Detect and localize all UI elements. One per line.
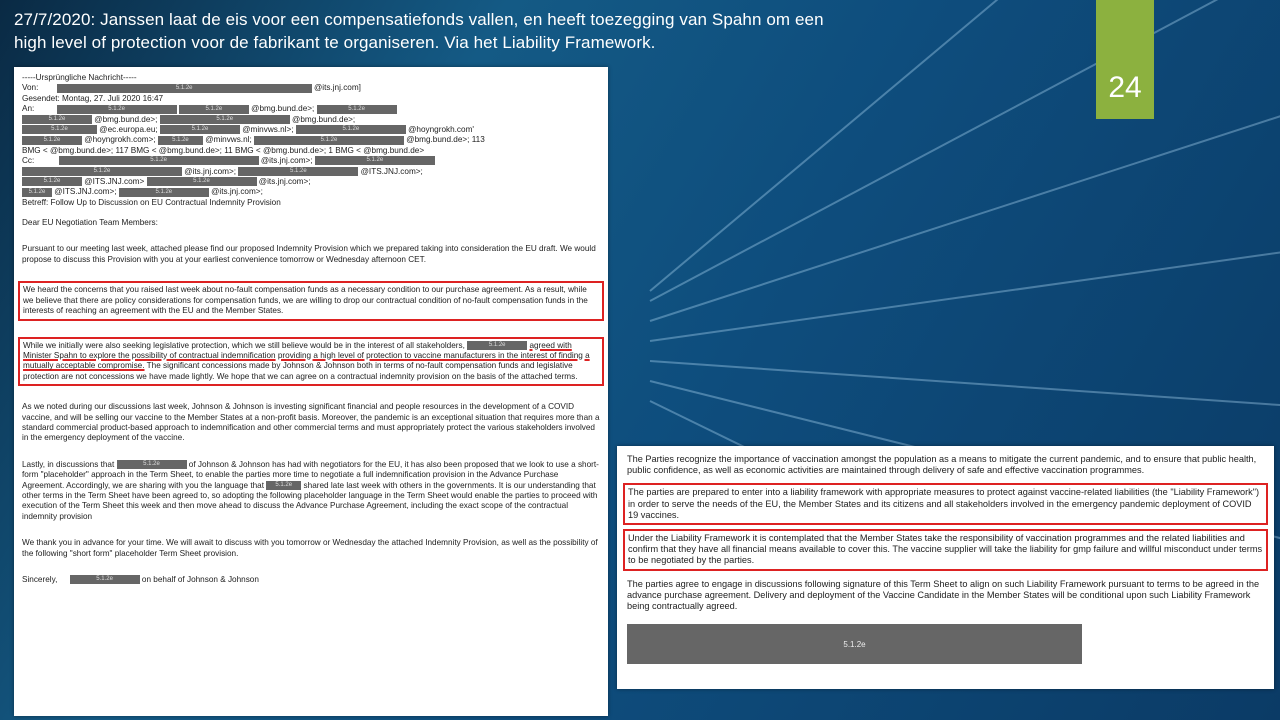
redaction-block: 5.1.2e — [57, 105, 177, 114]
email-header-cc-3: 5.1.2e @ITS.JNJ.com> 5.1.2e @its.jnj.com>; — [22, 177, 600, 187]
redaction-block: 5.1.2e — [467, 341, 527, 350]
email-document — [14, 67, 608, 716]
email-header-recipients-1: 5.1.2e @bmg.bund.de>; 5.1.2e @bmg.bund.de>; — [22, 115, 600, 125]
redaction-block: 5.1.2e — [119, 188, 209, 197]
redaction-block: 5.1.2e — [160, 115, 290, 124]
redaction-block: 5.1.2e — [179, 105, 249, 114]
email-header-from: Von: 5.1.2e @its.jnj.com] — [22, 83, 361, 93]
term-paragraph-1: The Parties recognize the importance of vaccination amongst the population as a means to mitigate the current pandemic, and to ensure that public health, public confidence, as well as economic activities are maintained through delivery of safe and effective vaccination programmes. — [627, 454, 1257, 476]
redaction-block: 5.1.2e — [627, 624, 1082, 664]
term-paragraph-3: Under the Liability Framework it is contemplated that the Member States take the responsibility of vaccination programmes and the related liabilities and confirm that they have all financial means available to cover this. The vaccine supplier will take the liability for gmp failure and willful misconduct under terms to be negotiated by the parties. — [628, 533, 1263, 566]
highlight-box-compensation-funds — [18, 281, 604, 320]
redaction-block: 5.1.2e — [70, 575, 140, 584]
email-header-sent: Gesendet: Montag, 27. Juli 2020 16:47 — [22, 93, 164, 103]
email-header-recipients-3: 5.1.2e @hoyngrokh.com>; 5.1.2e @minvws.nl; 5.1.2e @bmg.bund.de>; 113 — [22, 135, 600, 145]
redaction-block: 5.1.2e — [158, 136, 203, 145]
email-header-recipients-2: 5.1.2e @ec.europa.eu; 5.1.2e @minvws.nl>; 5.1.2e @hoyngrokh.com' — [22, 125, 600, 135]
email-subject: Betreff: Follow Up to Discussion on EU Contractual Indemnity Provision — [22, 197, 281, 207]
redaction-block: 5.1.2e — [59, 156, 259, 165]
term-paragraph-2: The parties are prepared to enter into a liability framework with appropriate measures to protect against vaccine-related liabilities (the "Liability Framework") in order to serve the needs of the EU, the Member States and its citizens and all stakeholders involved in the emergency pandemic deployment of COVID 19 vaccines. — [628, 487, 1260, 520]
redaction-block: 5.1.2e — [57, 84, 312, 93]
redaction-block: 5.1.2e — [160, 125, 240, 134]
highlight-box-member-states-liability — [623, 529, 1268, 571]
email-header-recipients-4: BMG < @bmg.bund.de>; 117 BMG < @bmg.bund.de>; 11 BMG < @bmg.bund.de>; 1 BMG < @bmg.bund.de> — [22, 145, 425, 155]
highlight-box-legislative-protection — [18, 337, 604, 387]
slide-title-line-1: 27/7/2020: Janssen laat de eis voor een compensatiefonds vallen, en heeft toezegging van Spahn om een — [14, 10, 824, 29]
email-header-cc: Cc: 5.1.2e @its.jnj.com>; 5.1.2e — [22, 156, 600, 166]
term-paragraph-4: The parties agree to engage in discussions following signature of this Term Sheet to align on such Liability Framework pursuant to terms to be agreed in the advance purchase agreement. Delivery and deployment of the Vaccine Candidate in the Member States will be conditional upon such Liability Framework being contractually agreed. — [627, 578, 1260, 612]
redaction-block: 5.1.2e — [22, 177, 82, 186]
page-number: 24 — [1108, 71, 1142, 104]
redaction-block: 5.1.2e — [254, 136, 404, 145]
email-header-original: -----Ursprüngliche Nachricht----- — [22, 73, 137, 82]
redaction-block: 5.1.2e — [315, 156, 435, 165]
redaction-block: 5.1.2e — [22, 188, 52, 197]
redaction-block: 5.1.2e — [317, 105, 397, 114]
page-number-badge — [1096, 0, 1154, 119]
redaction-block: 5.1.2e — [238, 167, 358, 176]
email-header-cc-2: 5.1.2e @its.jnj.com>; 5.1.2e @ITS.JNJ.com>; — [22, 167, 600, 177]
redaction-block: 5.1.2e — [22, 125, 97, 134]
email-paragraph-4: As we noted during our discussions last week, Johnson & Johnson is investing significant financial and people resources in the development of a COVID vaccine, and will be selling our vaccine to the Member States at a non-profit basis. Moreover, the pandemic is an exceptional situation that requires more than a standard commercial product-based approach to indemnification and other commercial terms and must appropriately protect the various stakeholders involved in the emergency deployment of the vaccine. — [22, 402, 600, 443]
redaction-block: 5.1.2e — [147, 177, 257, 186]
redaction-block: 5.1.2e — [22, 167, 182, 176]
redaction-block: 5.1.2e — [117, 460, 187, 469]
redaction-block: 5.1.2e — [266, 481, 301, 490]
email-paragraph-2: We heard the concerns that you raised last week about no-fault compensation funds as a necessary condition to our purchase agreement. As a result, while we believe that there are policy considerations for compensation funds, we are willing to drop our contractual condition of no-fault compensation funds in the interests of reaching an agreement with the EU and the Member States. — [23, 285, 588, 316]
email-paragraph-3: While we initially were also seeking legislative protection, which we still believe would be in the interest of all stakeholders, 5.1.2e agreed with Minister Spahn to explore the possibility of contractual indemnification providing a high level of protection to vaccine manufacturers in the interest of finding a mutually acceptable compromise. The significant concessions made by Johnson & Johnson both in terms of no-fault compensation funds and legislative protection are not concessions we have made lightly. We hope that we can agree on a contractual indemnity provision on the basis of the attached terms. — [23, 340, 590, 381]
redaction-block: 5.1.2e — [296, 125, 406, 134]
redaction-block: 5.1.2e — [22, 115, 92, 124]
email-greeting: Dear EU Negotiation Team Members: — [22, 218, 158, 228]
email-header-to: An: 5.1.2e 5.1.2e @bmg.bund.de>; 5.1.2e — [22, 104, 600, 114]
email-paragraph-5: Lastly, in discussions that 5.1.2e of Johnson & Johnson has had with negotiators for the EU, it has also been proposed that we look to use a short-form "placeholder" approach in the Term Sheet, to enable the parties more time to negotiate a full indemnification provision in the Advance Purchase Agreement. Accordingly, we are sharing with you the language that 5.1.2e shared late last week with others in the governments. It is our understanding that other terms in the Term Sheet have been agreed to, so adopting the following placeholder language in the Term Sheet would enable the parties to proceed with execution of the Term Sheet this week and then move ahead to discuss the Advance Purchase Agreement, including the exact scope of the contractual indemnity provision — [22, 459, 599, 521]
slide-title — [14, 8, 1074, 54]
email-paragraph-1: Pursuant to our meeting last week, attached please find our proposed Indemnity Provision which we prepared taking into consideration the EU draft. We would propose to discuss this Provision with you at your earliest convenience tomorrow or Wednesday afternoon CET. — [22, 244, 596, 264]
email-paragraph-6: We thank you in advance for your time. We will await to discuss with you tomorrow or Wednesday the attached Indemnity Provision, as well as the possibility of the following "short form" placeholder Term Sheet provision. — [22, 538, 598, 558]
email-header-cc-4: 5.1.2e @ITS.JNJ.com>; 5.1.2e @its.jnj.com>; — [22, 187, 600, 197]
term-sheet-document — [617, 446, 1274, 689]
redaction-block: 5.1.2e — [22, 136, 82, 145]
slide-title-line-2: high level of protection voor de fabrikant te organiseren. Via het Liability Framework. — [14, 33, 656, 52]
highlight-box-liability-framework — [623, 483, 1268, 525]
email-signature: Sincerely, 5.1.2e on behalf of Johnson & Johnson — [22, 575, 259, 585]
